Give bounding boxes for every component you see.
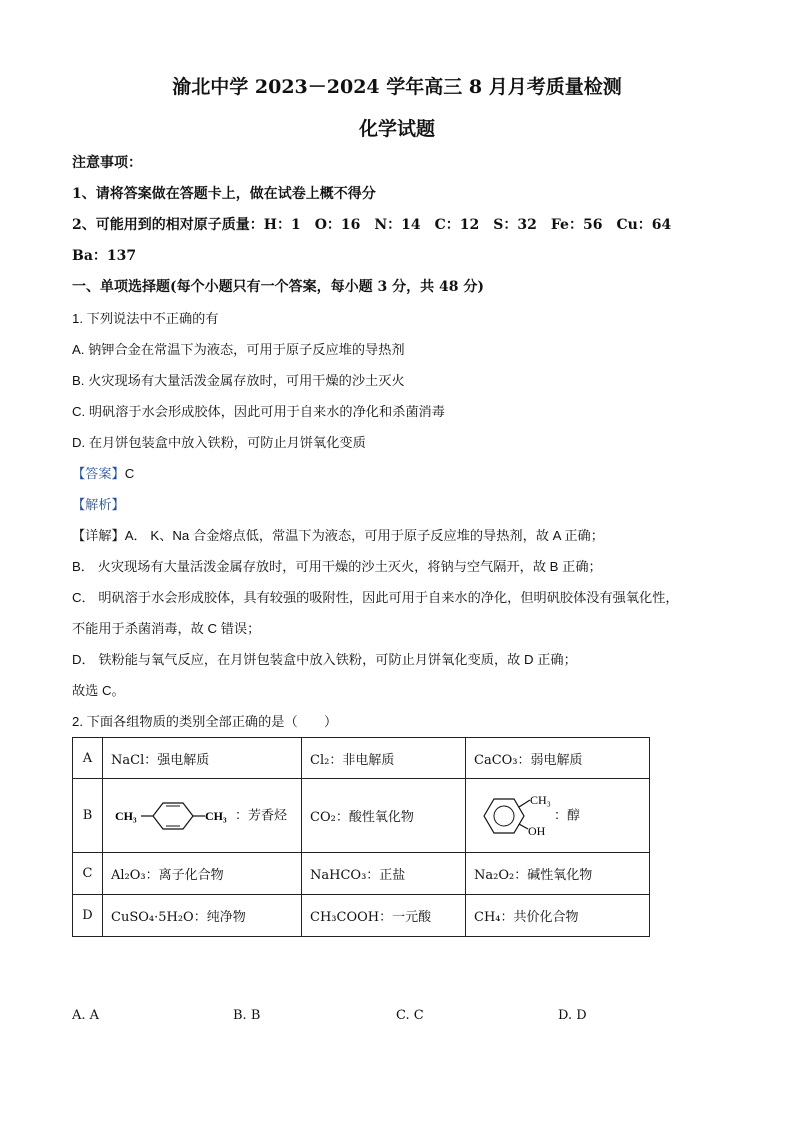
q1-answer [72, 463, 134, 482]
cell: CH₃COOH：一元酸 [302, 895, 466, 937]
note-1: 1、请将答案做在答题卡上，做在试卷上概不得分 [72, 186, 376, 202]
analysis-tag: 【解析】 [72, 497, 125, 512]
cell: NaHCO₃：正盐 [302, 853, 466, 895]
hydroxyl-label: OH [528, 823, 546, 838]
explanation-a-text: A． K、Na 合金熔点低，常温下为液态，可用于原子反应堆的导热剂，故 A 正确； [124, 528, 604, 543]
benzene-ring-structure-icon [474, 788, 554, 844]
q2-option-c: C. C [396, 1008, 424, 1023]
table-row [73, 779, 650, 853]
row-label: D [73, 895, 103, 937]
methyl-label: CH₃ [205, 808, 227, 823]
q1-option-a: A. 钠钾合金在常温下为液态，可用于原子反应堆的导热剂 [72, 342, 405, 357]
row-label: B [73, 779, 103, 853]
cell: NaCl：强电解质 [103, 738, 302, 779]
q1-explanation-c: C． 明矾溶于水会形成胶体，具有较强的吸附性，因此可用于自来水的净化，但明矾胶体没有强氧化性， [72, 590, 679, 605]
q1-stem: 1. 下列说法中不正确的有 [72, 311, 219, 326]
cell: Cl₂：非电解质 [302, 738, 466, 779]
q1-option-d: D. 在月饼包装盒中放入铁粉，可防止月饼氧化变质 [72, 435, 366, 450]
note-2-continued: Ba：137 [72, 248, 137, 264]
q1-option-b: B. 火灾现场有大量活泼金属存放时，可用干燥的沙土灭火 [72, 373, 405, 388]
cell [103, 779, 302, 853]
row-label: A [73, 738, 103, 779]
cell [466, 779, 650, 853]
q2-table [72, 737, 650, 937]
q2-stem: 2. 下面各组物质的类别全部正确的是（ ） [72, 714, 338, 729]
section-heading: 一、单项选择题(每个小题只有一个答案，每小题 3 分，共 48 分) [72, 279, 484, 295]
row-label: C [73, 853, 103, 895]
detail-tag: 【详解】 [72, 528, 125, 543]
q1-option-c: C. 明矾溶于水会形成胶体，因此可用于自来水的净化和杀菌消毒 [72, 404, 445, 419]
cell-text: ：醇 [554, 808, 581, 823]
cell: Al₂O₃：离子化合物 [103, 853, 302, 895]
table-row [73, 738, 650, 779]
cell: CaCO₃：弱电解质 [466, 738, 650, 779]
q1-explanation-b: B． 火灾现场有大量活泼金属存放时，可用干燥的沙土灭火，将钠与空气隔开，故 B 正确； [72, 559, 602, 574]
answer-value: C [124, 466, 135, 481]
methyl-label: CH₃ [115, 808, 137, 823]
para-xylene-structure-icon [111, 794, 235, 838]
methyl-label: CH₃ [530, 792, 551, 807]
page-title: 渝北中学 2023－2024 学年高三 8 月月考质量检测 [172, 76, 622, 98]
answer-tag: 【答案】 [72, 466, 125, 481]
q1-explanation-d: D． 铁粉能与氧气反应，在月饼包装盒中放入铁粉，可防止月饼氧化变质，故 D 正确； [72, 652, 577, 667]
q2-option-a: A. A [72, 1008, 100, 1023]
q1-explanation-a [72, 525, 604, 544]
cell: CH₄：共价化合物 [466, 895, 650, 937]
cell: Na₂O₂：碱性氧化物 [466, 853, 650, 895]
table-row [73, 895, 650, 937]
table-row [73, 853, 650, 895]
q1-conclusion: 故选 C。 [72, 683, 125, 698]
cell-text: ：芳香烃 [235, 808, 288, 823]
note-2: 2、可能用到的相对原子质量：H：1 O：16 N：14 C：12 S：32 Fe：56 Cu：64 [72, 217, 672, 233]
notes-heading: 注意事项： [72, 155, 142, 171]
q1-explanation-c-continued: 不能用于杀菌消毒，故 C 错误； [72, 621, 261, 636]
cell: CO₂：酸性氧化物 [302, 779, 466, 853]
q1-analysis [72, 494, 125, 513]
page-subtitle: 化学试题 [358, 118, 435, 140]
q2-option-d: D. D [558, 1008, 587, 1023]
cell: CuSO₄·5H₂O：纯净物 [103, 895, 302, 937]
q2-option-b: B. B [233, 1008, 261, 1023]
